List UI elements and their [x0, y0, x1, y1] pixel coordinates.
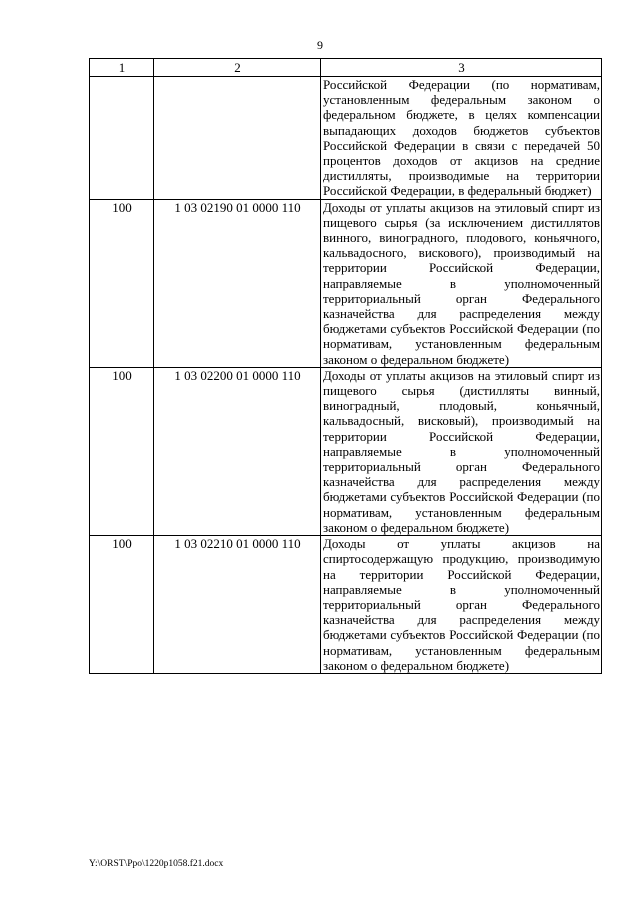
budget-classification-code-cell: 1 03 02210 01 0000 110 — [154, 536, 321, 674]
table-row — [90, 536, 602, 674]
table-row — [90, 77, 602, 200]
revenue-name-cell: Доходы от уплаты акцизов на этиловый спирт из пищевого сырья (за исключением дистиллятов винного, виноградного, плодового, коньячного, кальвадосного, вискового), производимый на территории Российской Федерации, направляемые в уполномоченный территориальный орган Федерального казначейства для распределения между бюджетами субъектов Российской Федерации (по нормативам, установленным федеральным законом о федеральном бюджете) — [321, 199, 602, 367]
administrator-code-cell: 100 — [90, 536, 154, 674]
budget-classification-code-cell — [154, 77, 321, 200]
revenue-name-cell: Доходы от уплаты акцизов на этиловый спирт из пищевого сырья (дистилляты винный, виноградный, плодовый, коньячный, кальвадосный, висковый), производимый на территории Российской Федерации, направляемые в уполномоченный территориальный орган Федерального казначейства для распределения между бюджетами субъектов Российской Федерации (по нормативам, установленным федеральным законом о федеральном бюджете) — [321, 367, 602, 535]
column-header-1: 1 — [90, 59, 154, 77]
administrator-code-cell: 100 — [90, 199, 154, 367]
page-number: 9 — [317, 38, 323, 52]
administrator-code-cell: 100 — [90, 367, 154, 535]
column-header-3: 3 — [321, 59, 602, 77]
revenue-name-cell: Доходы от уплаты акцизов на спиртосодержащую продукцию, производимую на территории Российской Федерации, направляемые в уполномоченный территориальный орган Федерального казначейства для распределения между бюджетами субъектов Российской Федерации (по нормативам, установленным федеральным законом о федеральном бюджете) — [321, 536, 602, 674]
table-row — [90, 367, 602, 535]
column-header-2: 2 — [154, 59, 321, 77]
document-file-path: Y:\ORST\Ppo\1220p1058.f21.docx — [89, 859, 224, 869]
budget-classification-code-cell: 1 03 02190 01 0000 110 — [154, 199, 321, 367]
budget-classification-code-cell: 1 03 02200 01 0000 110 — [154, 367, 321, 535]
table-header-row — [90, 59, 602, 77]
table-row — [90, 199, 602, 367]
revenue-name-cell: Российской Федерации (по нормативам, установленным федеральным законом о федеральном бюджете, в целях компенсации выпадающих доходов бюджетов субъектов Российской Федерации в связи с передачей 50 процентов доходов от акцизов на средние дистилляты, производимые на территории Российской Федерации, в федеральный бюджет) — [321, 77, 602, 200]
administrator-code-cell — [90, 77, 154, 200]
revenue-codes-table — [89, 58, 602, 674]
